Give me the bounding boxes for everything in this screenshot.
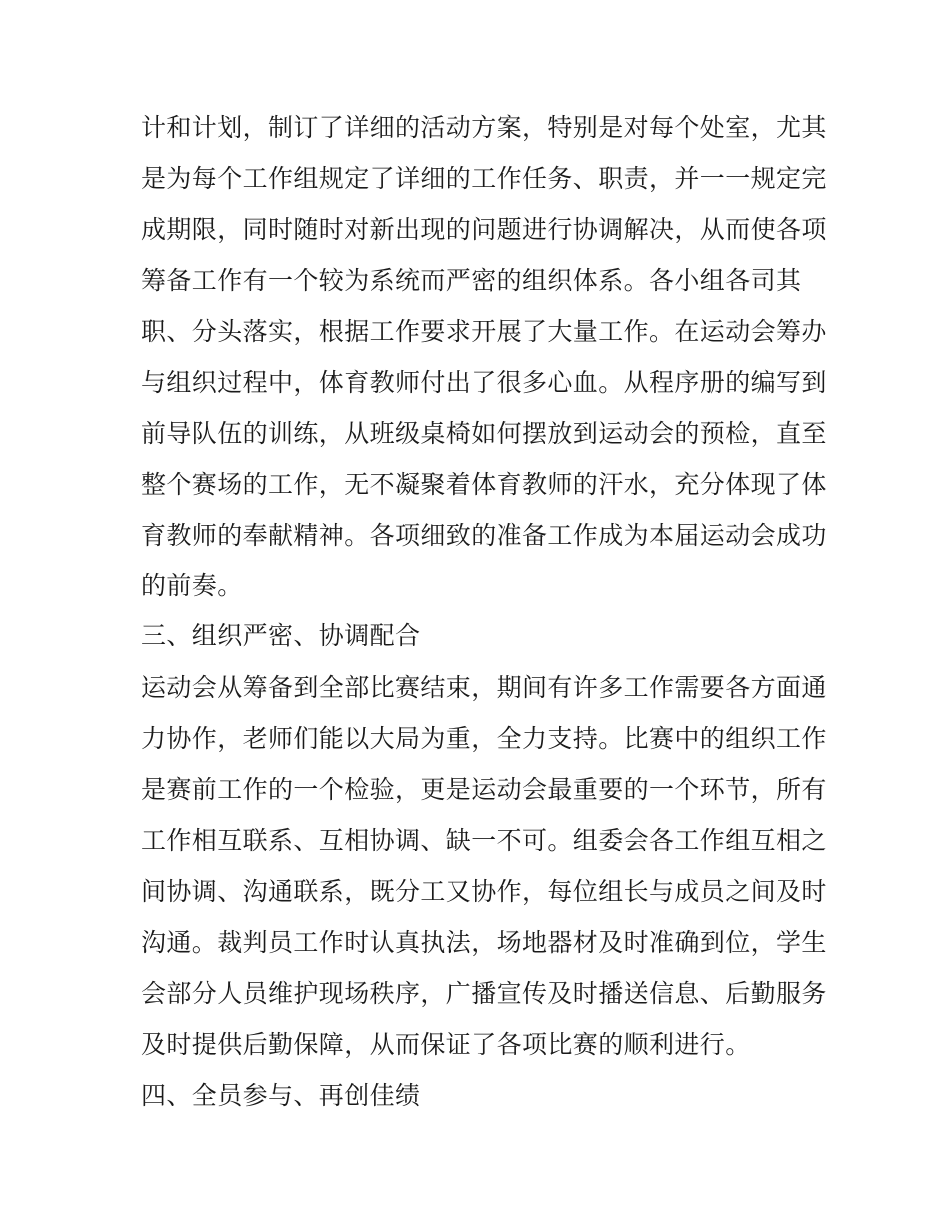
text-line: 育教师的奉献精神。各项细致的准备工作成为本届运动会成功 [141,521,827,550]
text-line: 成期限，同时随时对新出现的问题进行协调解决，从而使各项 [141,215,827,244]
text-line: 与组织过程中，体育教师付出了很多心血。从程序册的编写到 [141,368,827,397]
text-line: 间协调、沟通联系，既分工又协作，每位组长与成员之间及时 [141,877,827,906]
text-line: 沟通。裁判员工作时认真执法，场地器材及时准确到位，学生 [141,928,827,957]
section-heading: 三、组织严密、协调配合 [141,621,421,650]
text-line: 运动会从筹备到全部比赛结束，期间有许多工作需要各方面通 [141,673,827,702]
section-heading: 四、全员参与、再创佳绩 [141,1081,421,1110]
text-line: 是赛前工作的一个检验，更是运动会最重要的一个环节，所有 [141,775,827,804]
text-line: 会部分人员维护现场秩序，广播宣传及时播送信息、后勤服务 [141,979,827,1008]
text-line: 及时提供后勤保障，从而保证了各项比赛的顺利进行。 [141,1030,751,1059]
text-line: 前导队伍的训练，从班级桌椅如何摆放到运动会的预检，直至 [141,419,827,448]
text-line: 职、分头落实，根据工作要求开展了大量工作。在运动会筹办 [141,317,827,346]
text-line: 工作相互联系、互相协调、缺一不可。组委会各工作组互相之 [141,826,827,855]
text-line: 的前奏。 [141,571,243,600]
text-line: 计和计划，制订了详细的活动方案，特别是对每个处室，尤其 [141,113,827,142]
text-line: 力协作，老师们能以大局为重，全力支持。比赛中的组织工作 [141,724,827,753]
text-line: 是为每个工作组规定了详细的工作任务、职责，并一一规定完 [141,164,827,193]
text-line: 整个赛场的工作，无不凝聚着体育教师的汗水，充分体现了体 [141,470,827,499]
text-line: 筹备工作有一个较为系统而严密的组织体系。各小组各司其 [141,266,802,295]
